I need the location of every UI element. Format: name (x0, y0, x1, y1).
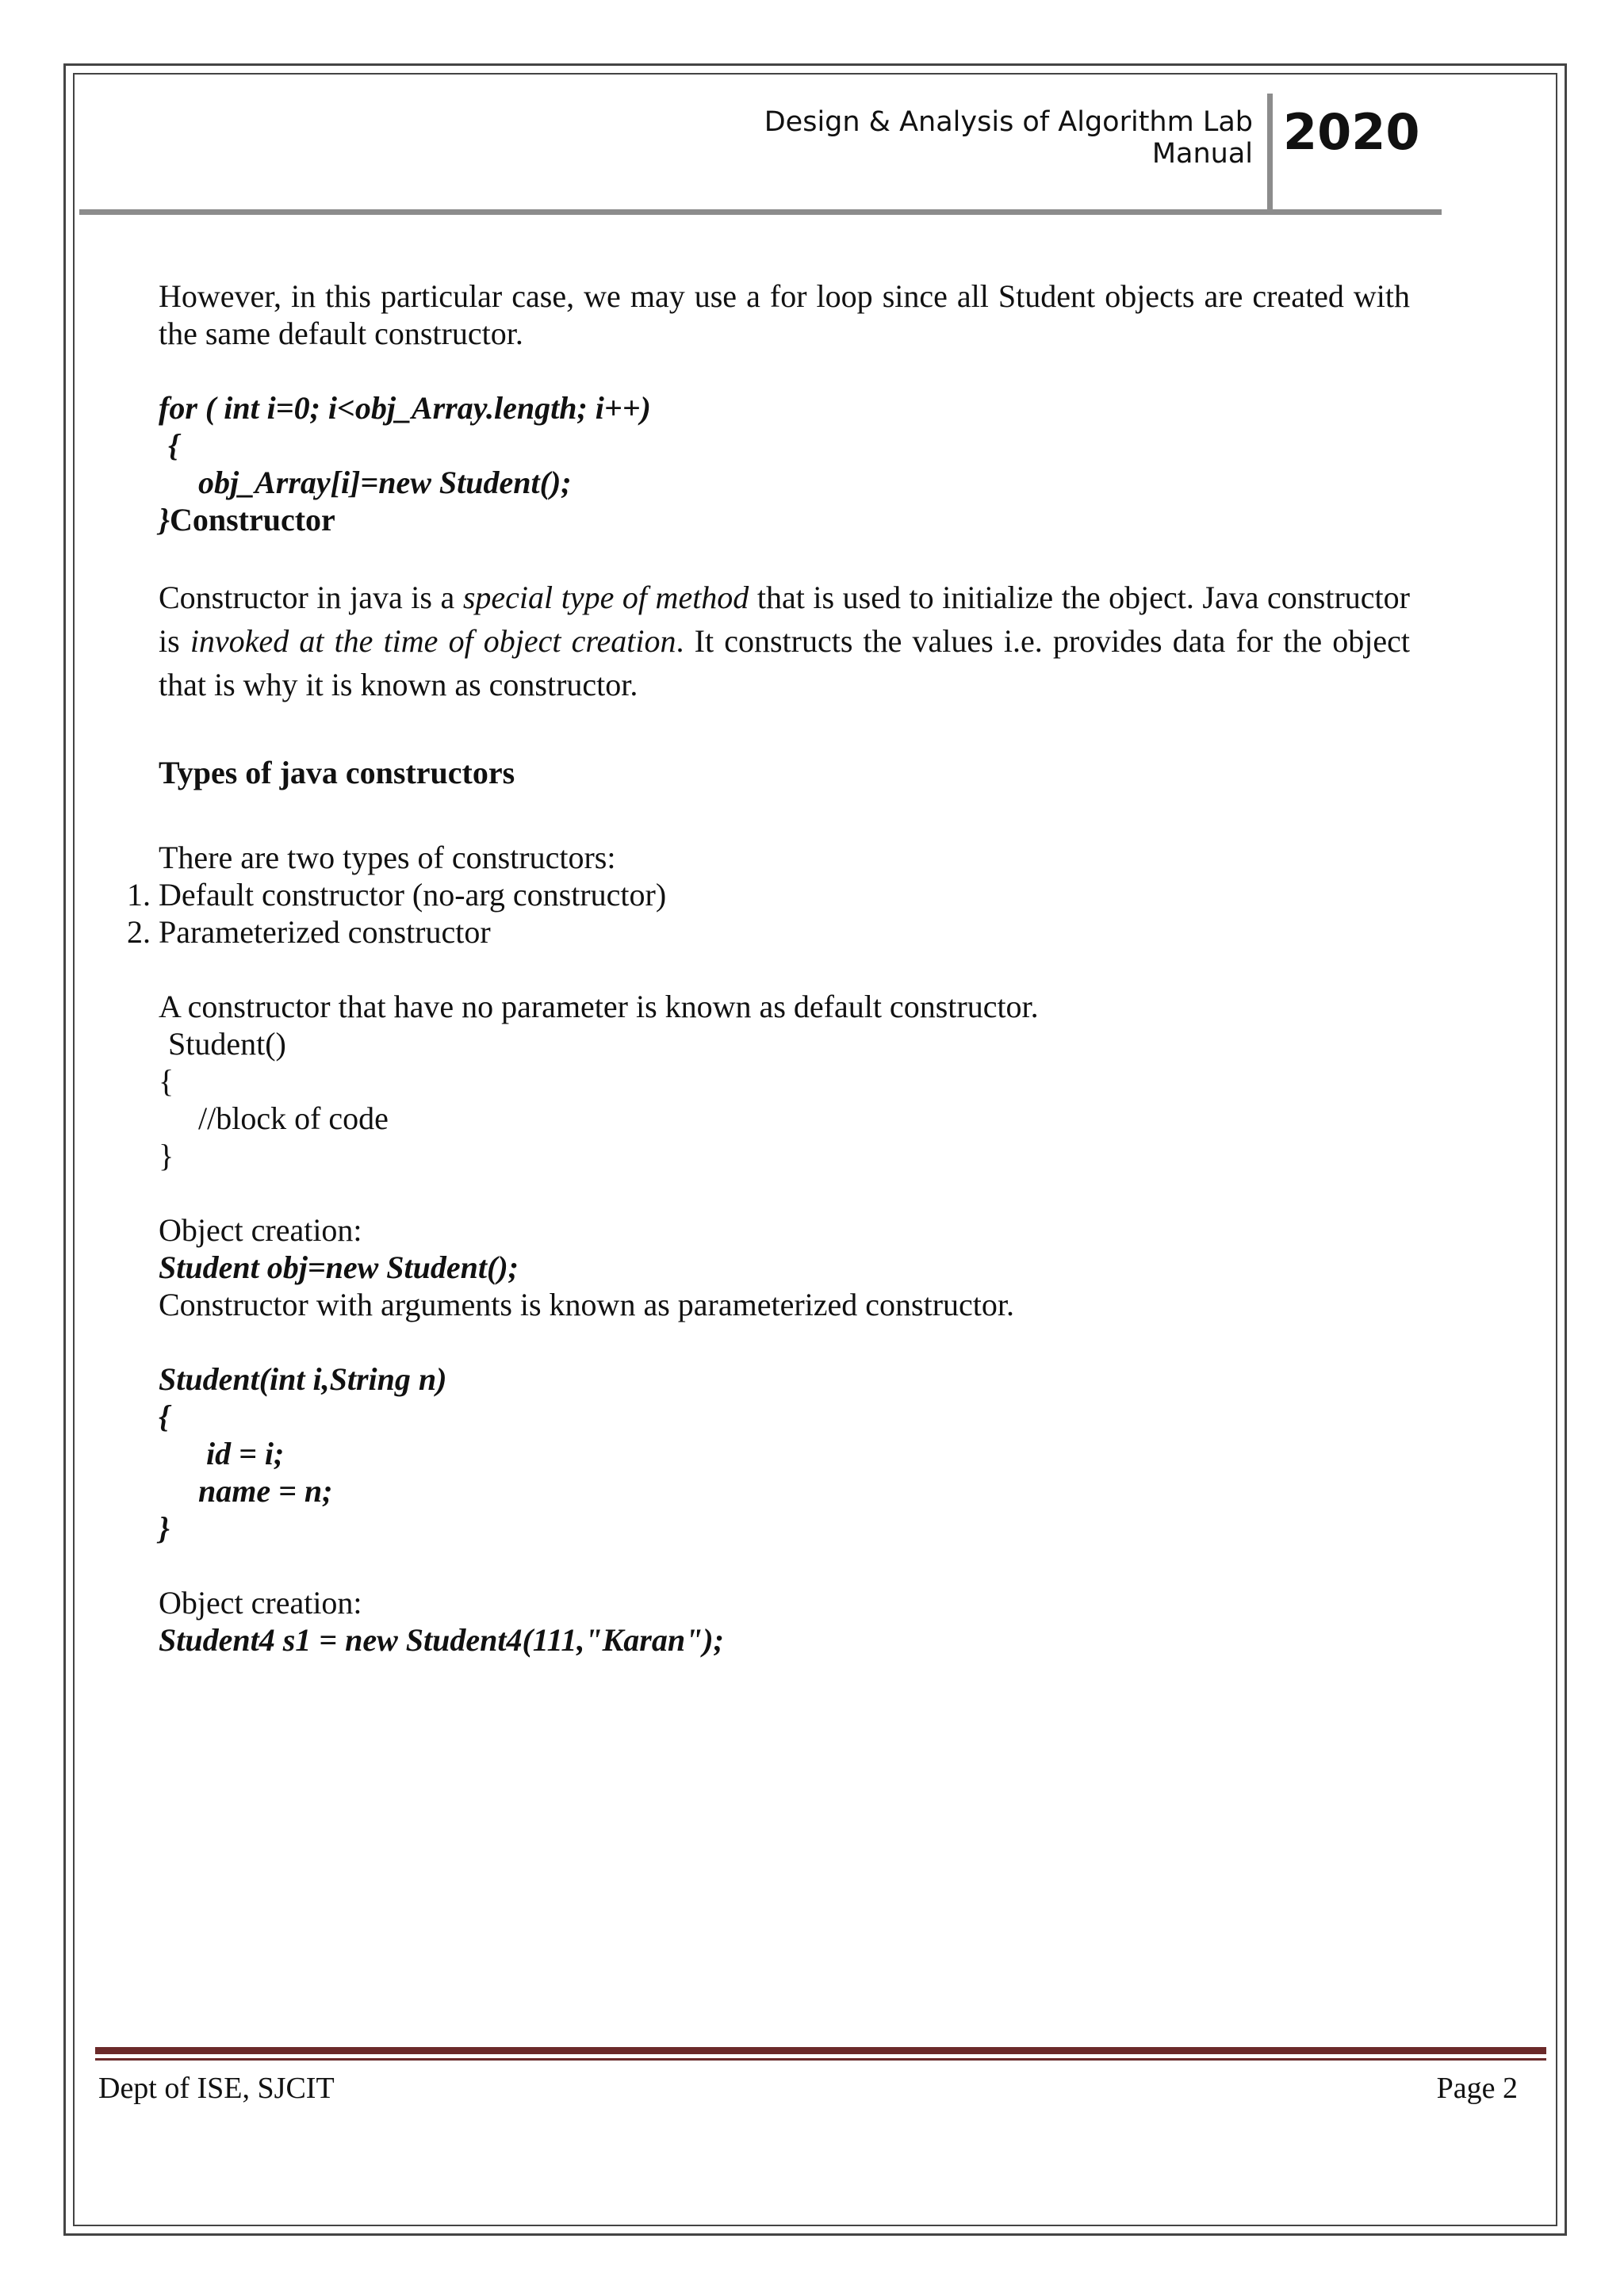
list-text: Parameterized constructor (159, 914, 491, 950)
list-item (127, 913, 1410, 951)
code-line-with-heading (159, 501, 1410, 538)
list-item (127, 876, 1410, 913)
header-divider (1267, 94, 1273, 212)
footer-rule-thin (95, 2058, 1546, 2061)
code-line: Student() (168, 1026, 286, 1062)
code-line: obj_Array[i]=new Student(); (198, 465, 572, 500)
section-heading-constructor: Constructor (169, 502, 335, 538)
header-year: 2020 (1283, 103, 1420, 161)
default-code-block (159, 1025, 1410, 1174)
text-run: . It constructs the values i.e. provides data for the object that is why it is known as constructor. (159, 623, 1410, 702)
section-heading-types: Types of java constructors (159, 755, 515, 790)
page-content (127, 277, 1410, 1659)
code-line: } (159, 1510, 170, 1546)
text-run: Constructor in java is a (159, 580, 463, 615)
object-creation-code: Student obj=new Student(); (159, 1249, 519, 1285)
text-run: that is used to initialize the object. Java constructor is (159, 580, 1410, 659)
intro-paragraph: However, in this particular case, we may use a for loop since all Student objects are created with the same default constructor. (159, 278, 1410, 351)
code-line: } (159, 502, 170, 538)
parameterized-constructor-desc: Constructor with arguments is known as parameterized constructor. (159, 1287, 1015, 1322)
code-line: id = i; (206, 1436, 285, 1471)
object-creation-code: Student4 s1 = new Student4(111,"Karan"); (159, 1622, 724, 1658)
loop-code-block (159, 389, 1410, 538)
footer-rule-thick (95, 2047, 1546, 2054)
object-creation-label: Object creation: (159, 1212, 362, 1248)
code-line: for ( int i=0; i<obj_Array.length; i++) (159, 390, 651, 426)
code-line: Student(int i,String n) (159, 1361, 447, 1397)
code-line: } (159, 1138, 174, 1173)
types-list (127, 876, 1410, 951)
constructor-paragraph (159, 576, 1410, 706)
default-constructor-desc: A constructor that have no parameter is known as default constructor. (159, 989, 1039, 1024)
header-title: Design & Analysis of Algorithm Lab Manual (764, 106, 1253, 170)
header-rule (79, 209, 1442, 215)
types-intro: There are two types of constructors: (159, 840, 616, 875)
emphasis-text: special type of method (462, 580, 749, 615)
footer-page-number: Page 2 (1436, 2072, 1518, 2105)
param-code-block (159, 1360, 1410, 1547)
code-line: //block of code (198, 1100, 389, 1136)
list-text: Default constructor (no-arg constructor) (159, 877, 667, 913)
footer-department: Dept of ISE, SJCIT (98, 2072, 335, 2105)
code-line: { (159, 1399, 170, 1434)
list-number: 1. (127, 877, 151, 913)
code-line: { (159, 1063, 174, 1099)
code-line: name = n; (198, 1473, 333, 1509)
code-line: { (168, 427, 179, 463)
emphasis-text: invoked at the time of object creation (190, 623, 676, 659)
object-creation-label: Object creation: (159, 1585, 362, 1621)
list-number: 2. (127, 914, 151, 950)
